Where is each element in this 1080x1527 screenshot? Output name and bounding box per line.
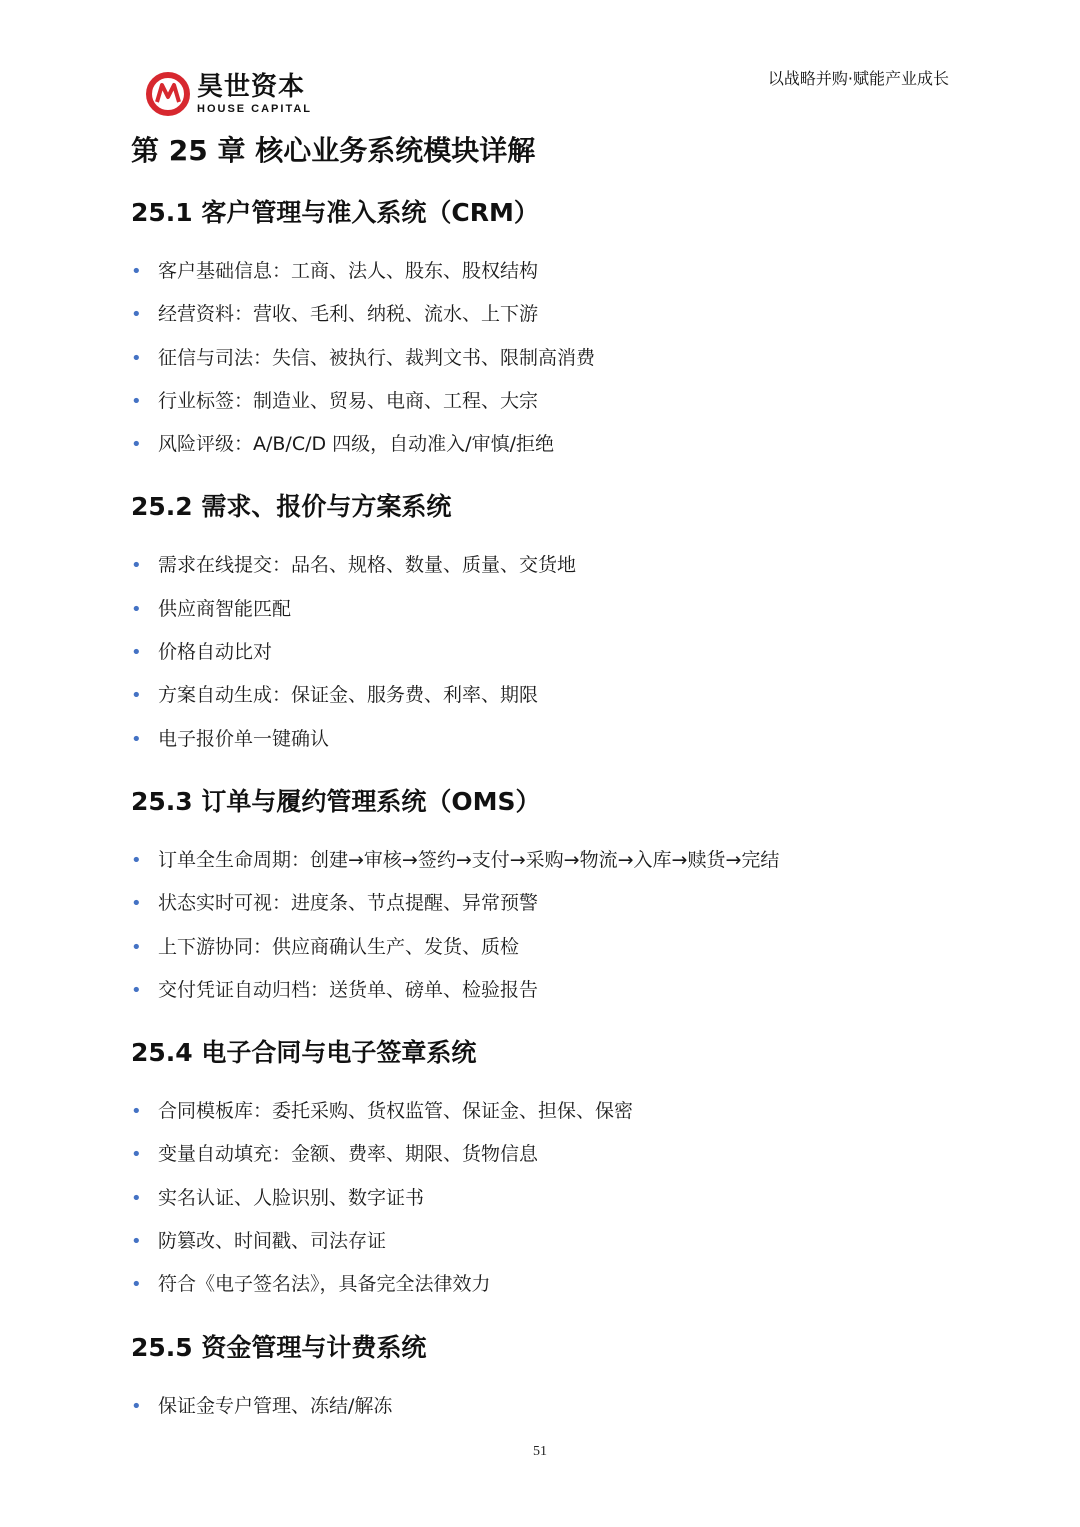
list-item	[131, 544, 951, 587]
bullet-list	[131, 544, 951, 760]
list-item-text: 合同模板库：委托采购、货权监管、保证金、担保、保密	[158, 1100, 634, 1123]
list-item	[131, 1177, 951, 1220]
list-item	[131, 718, 951, 761]
list-item-text: 供应商智能匹配	[158, 597, 292, 620]
section-title: 25.1 客户管理与准入系统（CRM）	[131, 198, 539, 227]
bullet-icon: •	[131, 849, 142, 871]
document-body	[131, 128, 951, 1428]
bullet-icon: •	[131, 936, 142, 958]
list-item	[131, 674, 951, 717]
bullet-list	[131, 1090, 951, 1306]
list-item-text: 符合《电子签名法》，具备完全法律效力	[158, 1273, 491, 1296]
bullet-icon: •	[131, 728, 142, 750]
bullet-icon: •	[131, 1144, 142, 1166]
list-item-text: 客户基础信息：工商、法人、股东、股权结构	[158, 260, 539, 282]
bullet-list	[131, 839, 951, 1012]
list-item-text: 行业标签：制造业、贸易、电商、工程、大宗	[158, 389, 539, 412]
bullet-icon: •	[131, 304, 142, 326]
section-title: 25.2 需求、报价与方案系统	[131, 492, 452, 522]
bullet-icon: •	[131, 685, 142, 707]
list-item	[131, 250, 951, 293]
list-item	[131, 423, 951, 466]
bullet-icon: •	[131, 434, 142, 456]
bullet-icon: •	[131, 979, 142, 1001]
bullet-list	[131, 250, 951, 466]
list-item	[131, 1385, 951, 1428]
list-item-text: 需求在线提交：品名、规格、数量、质量、交货地	[158, 554, 577, 577]
bullet-icon: •	[131, 261, 142, 282]
bullet-icon: •	[131, 1187, 142, 1209]
bullet-icon: •	[131, 1274, 142, 1296]
list-item-text: 状态实时可视：进度条、节点提醒、异常预警	[158, 892, 539, 915]
bullet-icon: •	[131, 347, 142, 369]
list-item	[131, 588, 951, 631]
list-item-text: 经营资料：营收、毛利、纳税、流水、上下游	[158, 303, 539, 326]
list-item-text: 上下游协同：供应商确认生产、发货、质检	[158, 935, 520, 958]
list-item-text: 风险评级：A/B/C/D 四级，自动准入/审慎/拒绝	[158, 433, 554, 456]
list-item-text: 保证金专户管理、冻结/解冻	[158, 1394, 393, 1417]
list-item-text: 实名认证、人脸识别、数字证书	[158, 1186, 425, 1209]
section-title: 25.3 订单与履约管理系统（OMS）	[131, 786, 541, 816]
section	[131, 193, 951, 466]
section	[131, 1328, 951, 1428]
list-item-text: 电子报价单一键确认	[158, 727, 330, 750]
list-item	[131, 1090, 951, 1133]
section	[131, 782, 951, 1012]
list-item-text: 价格自动比对	[158, 641, 273, 664]
section-title: 25.4 电子合同与电子签章系统	[131, 1038, 477, 1068]
list-item	[131, 969, 951, 1012]
list-item	[131, 839, 951, 882]
page-number: 51	[533, 1444, 547, 1459]
house-capital-logo-icon	[145, 71, 191, 117]
bullet-icon: •	[131, 893, 142, 915]
section	[131, 1033, 951, 1306]
chapter-title: 第 25 章 核心业务系统模块详解	[131, 134, 536, 167]
logo-chinese-name: 昊世资本	[197, 71, 306, 102]
list-item-text: 防篡改、时间戳、司法存证	[158, 1230, 387, 1253]
logo-english-name: HOUSE CAPITAL	[197, 102, 313, 115]
list-item	[131, 337, 951, 380]
bullet-icon: •	[131, 555, 142, 577]
list-item-text: 订单全生命周期：创建→审核→签约→支付→采购→物流→入库→赎货→完结	[158, 848, 780, 871]
list-item	[131, 1263, 951, 1306]
header-slogan: 以战略并购·赋能产业成长	[767, 69, 949, 88]
list-item-text: 方案自动生成：保证金、服务费、利率、期限	[158, 684, 539, 707]
bullet-icon: •	[131, 1395, 142, 1417]
bullet-icon: •	[131, 1101, 142, 1123]
bullet-icon: •	[131, 642, 142, 664]
bullet-icon: •	[131, 1231, 142, 1253]
list-item	[131, 380, 951, 423]
list-item-text: 征信与司法：失信、被执行、裁判文书、限制高消费	[158, 346, 596, 369]
company-logo	[145, 70, 312, 118]
section	[131, 487, 951, 760]
list-item	[131, 1133, 951, 1176]
list-item	[131, 631, 951, 674]
section-list	[131, 193, 951, 1428]
list-item-text: 交付凭证自动归档：送货单、磅单、检验报告	[158, 978, 539, 1001]
list-item	[131, 926, 951, 969]
list-item	[131, 882, 951, 925]
list-item-text: 变量自动填充：金额、费率、期限、货物信息	[158, 1143, 539, 1166]
bullet-list	[131, 1385, 951, 1428]
section-title: 25.5 资金管理与计费系统	[131, 1332, 427, 1362]
list-item	[131, 1220, 951, 1263]
bullet-icon: •	[131, 390, 142, 412]
bullet-icon: •	[131, 598, 142, 620]
list-item	[131, 293, 951, 336]
